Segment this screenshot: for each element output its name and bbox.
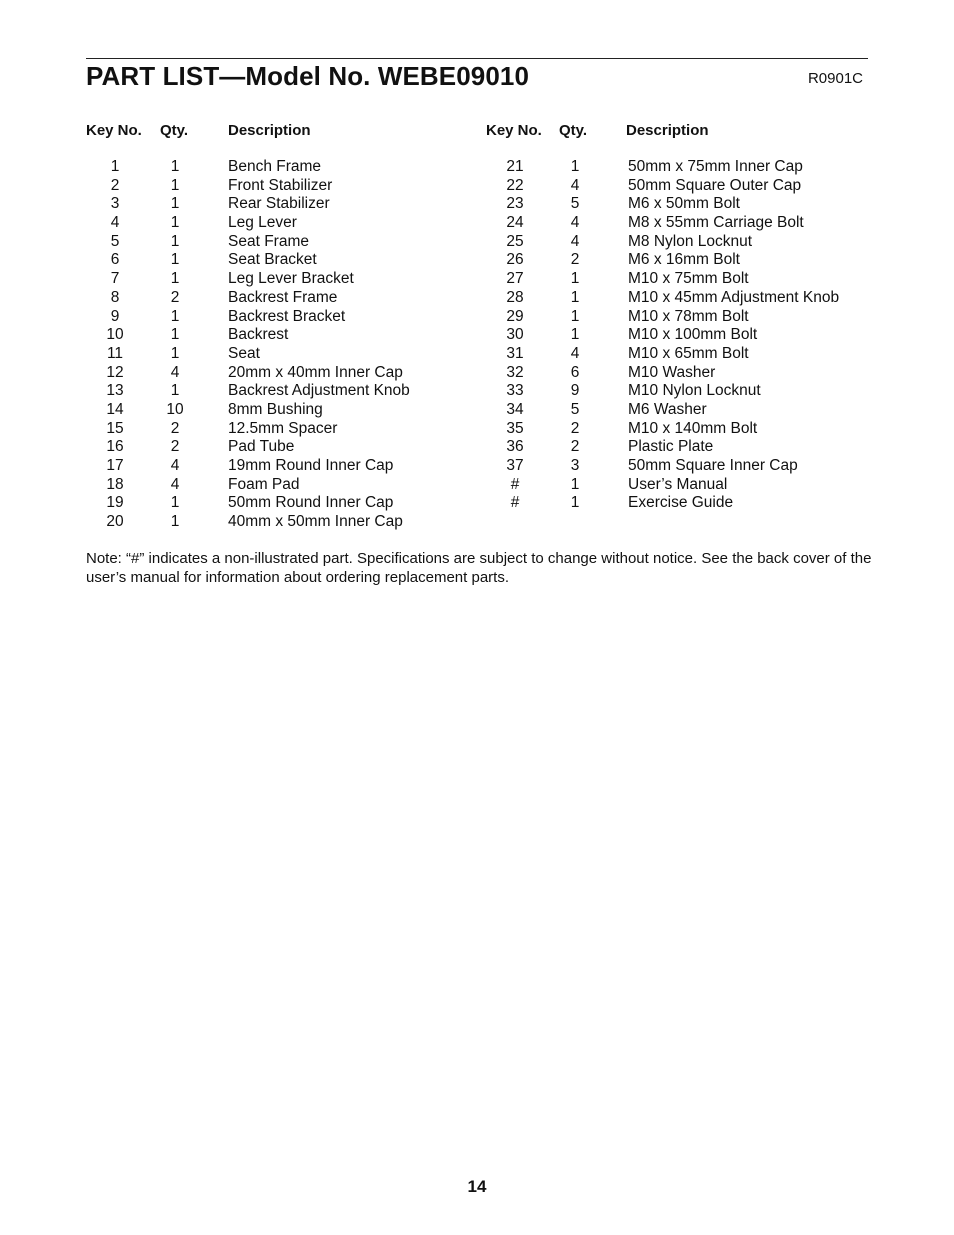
part-quantity: 2 [570,438,580,456]
part-description: Rear Stabilizer [228,195,330,213]
part-key-number: 35 [506,419,524,437]
part-quantity: 1 [170,307,180,325]
part-quantity: 6 [570,363,580,381]
part-description: Exercise Guide [628,494,734,512]
part-key-number: 32 [506,363,524,381]
part-key-number: 17 [106,457,124,474]
part-key-number: 26 [506,251,524,269]
part-quantity: 1 [570,158,580,175]
column-header-qty-left: Qty. [160,122,189,139]
part-quantity: 1 [570,270,580,288]
part-key-number: 19 [106,494,124,512]
part-description: M8 Nylon Locknut [628,232,753,250]
part-key-number: 2 [110,176,120,194]
footnote: Note: “#” indicates a non-illustrated part. Specifications are subject to change without notice. See the back cover of the user’s manual for information about ordering replacement parts. [86,550,872,586]
part-description: Seat [228,344,260,362]
page-title: PART LIST—Model No. WEBE09010 [86,61,530,91]
column-header-key-no-left: Key No. [86,122,142,139]
part-key-number: 18 [106,475,124,493]
part-quantity: 1 [170,251,180,269]
part-key-number: 1 [110,158,120,175]
part-description: M6 Washer [628,400,707,418]
part-description: Foam Pad [228,475,300,493]
part-description: 50mm Square Outer Cap [628,176,802,194]
part-description: M10 x 45mm Adjustment Knob [628,288,840,306]
part-quantity: 1 [170,232,180,250]
part-key-number: 24 [506,214,524,232]
part-key-number: 14 [106,400,124,418]
part-quantity: 1 [170,382,180,400]
page-number: 14 [467,1177,487,1196]
column-header-description-left: Description [228,122,311,139]
part-key-number: 15 [106,419,124,437]
part-key-number: 20 [106,513,124,531]
part-quantity: 2 [170,438,180,456]
part-key-number: 28 [506,288,524,306]
document-code: R0901C [807,70,863,87]
part-key-number: 30 [506,326,524,344]
column-header-key-no-right: Key No. [486,122,542,139]
part-description: 50mm Square Inner Cap [628,457,798,474]
part-key-number: 7 [110,270,120,288]
part-key-number: 31 [506,344,524,362]
part-key-number: 33 [506,382,524,400]
part-key-number: 25 [506,232,524,250]
part-quantity: 4 [570,176,580,194]
part-description: Backrest Frame [228,288,338,306]
part-description: Pad Tube [228,438,295,456]
part-key-number: 12 [106,363,124,381]
part-quantity: 2 [170,288,180,306]
part-quantity: 1 [170,270,180,288]
part-quantity: 3 [570,457,580,474]
part-quantity: 2 [570,419,580,437]
part-quantity: 1 [170,344,180,362]
part-key-number: 27 [506,270,524,288]
part-key-number: # [510,494,520,512]
part-description: 12.5mm Spacer [228,419,338,437]
part-key-number: 37 [506,457,524,474]
part-key-number: 34 [506,400,524,418]
part-quantity: 1 [570,326,580,344]
part-quantity: 1 [570,307,580,325]
part-description: M10 x 65mm Bolt [628,344,749,362]
part-quantity: 1 [570,475,580,493]
part-description: 50mm Round Inner Cap [228,494,394,512]
column-header-description-right: Description [626,122,709,139]
header-rule [86,58,868,59]
part-quantity: 4 [570,344,580,362]
part-description: 40mm x 50mm Inner Cap [228,513,403,531]
part-description: M10 x 100mm Bolt [628,326,758,344]
part-quantity: 1 [170,195,180,213]
part-key-number: 22 [506,176,524,194]
part-quantity: 1 [170,158,180,175]
part-description: Backrest Bracket [228,307,346,325]
part-description: User’s Manual [628,475,728,493]
part-quantity: 1 [570,288,580,306]
part-quantity: 1 [570,494,580,512]
part-description: 8mm Bushing [228,400,323,418]
part-description: Front Stabilizer [228,176,333,194]
part-description: M10 x 140mm Bolt [628,419,758,437]
part-quantity: 4 [170,457,180,474]
part-description: M10 x 78mm Bolt [628,307,749,325]
part-description: M10 Nylon Locknut [628,382,761,400]
part-key-number: # [510,475,520,493]
part-key-number: 16 [106,438,124,456]
part-key-number: 23 [506,195,524,213]
part-quantity: 4 [170,363,180,381]
part-description: Backrest [228,326,289,344]
part-quantity: 4 [170,475,180,493]
part-key-number: 6 [110,251,120,269]
part-quantity: 2 [170,419,180,437]
part-quantity: 4 [570,214,580,232]
part-description: M10 x 75mm Bolt [628,270,749,288]
part-description: M6 x 50mm Bolt [628,195,740,213]
part-quantity: 5 [570,400,580,418]
part-description: 19mm Round Inner Cap [228,457,394,474]
part-quantity: 1 [170,214,180,232]
part-key-number: 13 [106,382,124,400]
column-header-qty-right: Qty. [559,122,588,139]
part-description: M6 x 16mm Bolt [628,251,740,269]
part-quantity: 5 [570,195,580,213]
part-quantity: 1 [170,326,180,344]
part-description: Seat Frame [228,232,309,250]
part-description: M8 x 55mm Carriage Bolt [628,214,804,232]
part-description: 20mm x 40mm Inner Cap [228,363,403,381]
part-description: Bench Frame [228,158,322,175]
part-description: M10 Washer [628,363,716,381]
part-description: Leg Lever Bracket [228,270,354,288]
part-quantity: 9 [570,382,580,400]
part-key-number: 4 [110,214,120,232]
part-key-number: 8 [110,288,120,306]
part-key-number: 3 [110,195,120,213]
part-key-number: 21 [506,158,524,175]
part-key-number: 10 [106,326,124,344]
part-description: Backrest Adjustment Knob [228,382,410,400]
part-quantity: 1 [170,176,180,194]
part-key-number: 5 [110,232,120,250]
part-key-number: 11 [106,344,124,362]
part-quantity: 4 [570,232,580,250]
part-quantity: 2 [570,251,580,269]
part-description: Leg Lever [228,214,297,232]
part-description: Seat Bracket [228,251,317,269]
part-description: 50mm x 75mm Inner Cap [628,158,803,175]
part-key-number: 9 [110,307,120,325]
part-quantity: 1 [170,494,180,512]
part-description: Plastic Plate [628,438,714,456]
part-key-number: 29 [506,307,524,325]
part-key-number: 36 [506,438,524,456]
part-quantity: 10 [166,400,184,418]
part-quantity: 1 [170,513,180,531]
